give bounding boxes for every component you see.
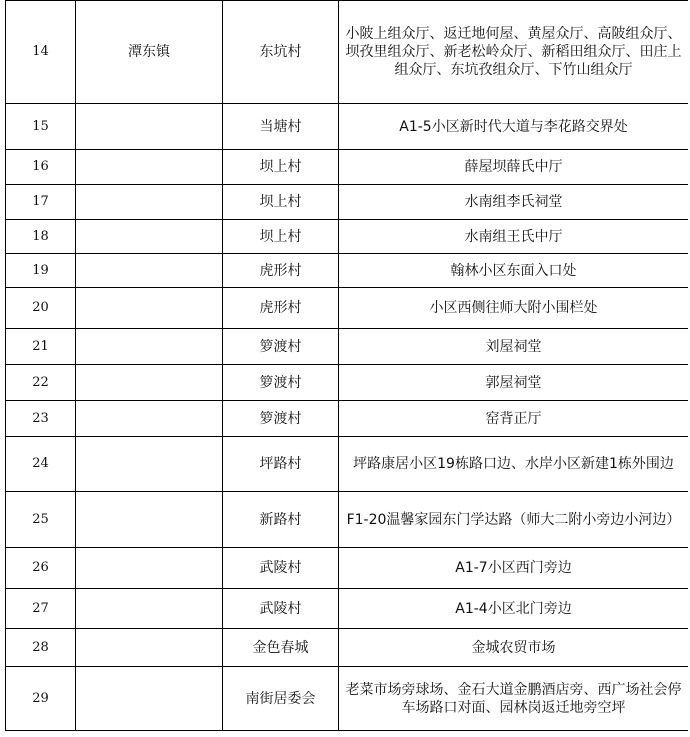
- site-cell[interactable]: 坪路康居小区19栋路口边、水岸小区新建1栋外围边: [339, 437, 689, 492]
- village-cell[interactable]: 虎形村: [223, 288, 339, 329]
- table-row: [6, 329, 689, 365]
- site-cell[interactable]: 翰林小区东面入口处: [339, 254, 689, 288]
- village-cell[interactable]: 武陵村: [223, 548, 339, 589]
- row-number-cell[interactable]: 24: [6, 437, 76, 492]
- village-cell[interactable]: 金色春城: [223, 629, 339, 667]
- collection-points-table: [5, 0, 688, 731]
- table-row: [6, 288, 689, 329]
- site-cell[interactable]: 水南组王氏中厅: [339, 220, 689, 254]
- town-cell[interactable]: [76, 150, 223, 185]
- town-cell[interactable]: [76, 254, 223, 288]
- town-cell[interactable]: [76, 548, 223, 589]
- row-number-cell[interactable]: 17: [6, 185, 76, 220]
- row-number-cell[interactable]: 14: [6, 1, 76, 104]
- village-cell[interactable]: 箩渡村: [223, 401, 339, 437]
- row-number-cell[interactable]: 29: [6, 667, 76, 731]
- spreadsheet-view: [5, 0, 688, 737]
- row-number-cell[interactable]: 26: [6, 548, 76, 589]
- village-cell[interactable]: 坝上村: [223, 185, 339, 220]
- town-cell[interactable]: 潭东镇: [76, 1, 223, 104]
- village-cell[interactable]: 新路村: [223, 492, 339, 548]
- row-number-cell[interactable]: 20: [6, 288, 76, 329]
- town-cell[interactable]: [76, 667, 223, 731]
- town-cell[interactable]: [76, 104, 223, 150]
- village-cell[interactable]: 武陵村: [223, 589, 339, 629]
- town-cell[interactable]: [76, 589, 223, 629]
- table-row: [6, 220, 689, 254]
- site-cell[interactable]: 薛屋坝薛氏中厅: [339, 150, 689, 185]
- row-number-cell[interactable]: 16: [6, 150, 76, 185]
- row-number-cell[interactable]: 28: [6, 629, 76, 667]
- site-cell[interactable]: A1-7小区西门旁边: [339, 548, 689, 589]
- village-cell[interactable]: 坝上村: [223, 220, 339, 254]
- town-cell[interactable]: [76, 629, 223, 667]
- table-row: [6, 150, 689, 185]
- town-cell[interactable]: [76, 288, 223, 329]
- site-cell[interactable]: 郭屋祠堂: [339, 365, 689, 401]
- row-number-cell[interactable]: 22: [6, 365, 76, 401]
- table-row: [6, 185, 689, 220]
- row-number-cell[interactable]: 19: [6, 254, 76, 288]
- table-row: [6, 589, 689, 629]
- row-number-cell[interactable]: 27: [6, 589, 76, 629]
- row-number-cell[interactable]: 15: [6, 104, 76, 150]
- site-cell[interactable]: 老菜市场旁球场、金石大道金鹏酒店旁、西广场社会停车场路口对面、园林岗返迁地旁空坪: [339, 667, 689, 731]
- site-cell[interactable]: 金城农贸市场: [339, 629, 689, 667]
- site-cell[interactable]: 刘屋祠堂: [339, 329, 689, 365]
- site-cell[interactable]: F1-20温馨家园东门学达路（师大二附小旁边小河边）: [339, 492, 689, 548]
- town-cell[interactable]: [76, 220, 223, 254]
- town-cell[interactable]: [76, 437, 223, 492]
- site-cell[interactable]: A1-4小区北门旁边: [339, 589, 689, 629]
- row-number-cell[interactable]: 18: [6, 220, 76, 254]
- table-row: [6, 667, 689, 731]
- site-cell[interactable]: 小区西侧往师大附小围栏处: [339, 288, 689, 329]
- site-cell[interactable]: 窑背正厅: [339, 401, 689, 437]
- row-number-cell[interactable]: 23: [6, 401, 76, 437]
- site-cell[interactable]: A1-5小区新时代大道与李花路交界处: [339, 104, 689, 150]
- site-cell[interactable]: 水南组李氏祠堂: [339, 185, 689, 220]
- site-cell[interactable]: 小陂上组众厅、返迁地何屋、黄屋众厅、高陂组众厅、坝孜里组众厅、新老松岭众厅、新稻田组众厅、田庄上组众厅、东坑孜组众厅、下竹山组众厅: [339, 1, 689, 104]
- row-number-cell[interactable]: 25: [6, 492, 76, 548]
- village-cell[interactable]: 箩渡村: [223, 329, 339, 365]
- village-cell[interactable]: 虎形村: [223, 254, 339, 288]
- table-row: [6, 492, 689, 548]
- table-row: [6, 1, 689, 104]
- table-row: [6, 437, 689, 492]
- table-row: [6, 401, 689, 437]
- table-row: [6, 365, 689, 401]
- village-cell[interactable]: 箩渡村: [223, 365, 339, 401]
- town-cell[interactable]: [76, 365, 223, 401]
- town-cell[interactable]: [76, 185, 223, 220]
- table-row: [6, 548, 689, 589]
- row-number-cell[interactable]: 21: [6, 329, 76, 365]
- village-cell[interactable]: 东坑村: [223, 1, 339, 104]
- village-cell[interactable]: 坪路村: [223, 437, 339, 492]
- town-cell[interactable]: [76, 492, 223, 548]
- village-cell[interactable]: 当塘村: [223, 104, 339, 150]
- village-cell[interactable]: 坝上村: [223, 150, 339, 185]
- village-cell[interactable]: 南街居委会: [223, 667, 339, 731]
- table-row: [6, 104, 689, 150]
- town-cell[interactable]: [76, 401, 223, 437]
- table-row: [6, 254, 689, 288]
- town-cell[interactable]: [76, 329, 223, 365]
- table-row: [6, 629, 689, 667]
